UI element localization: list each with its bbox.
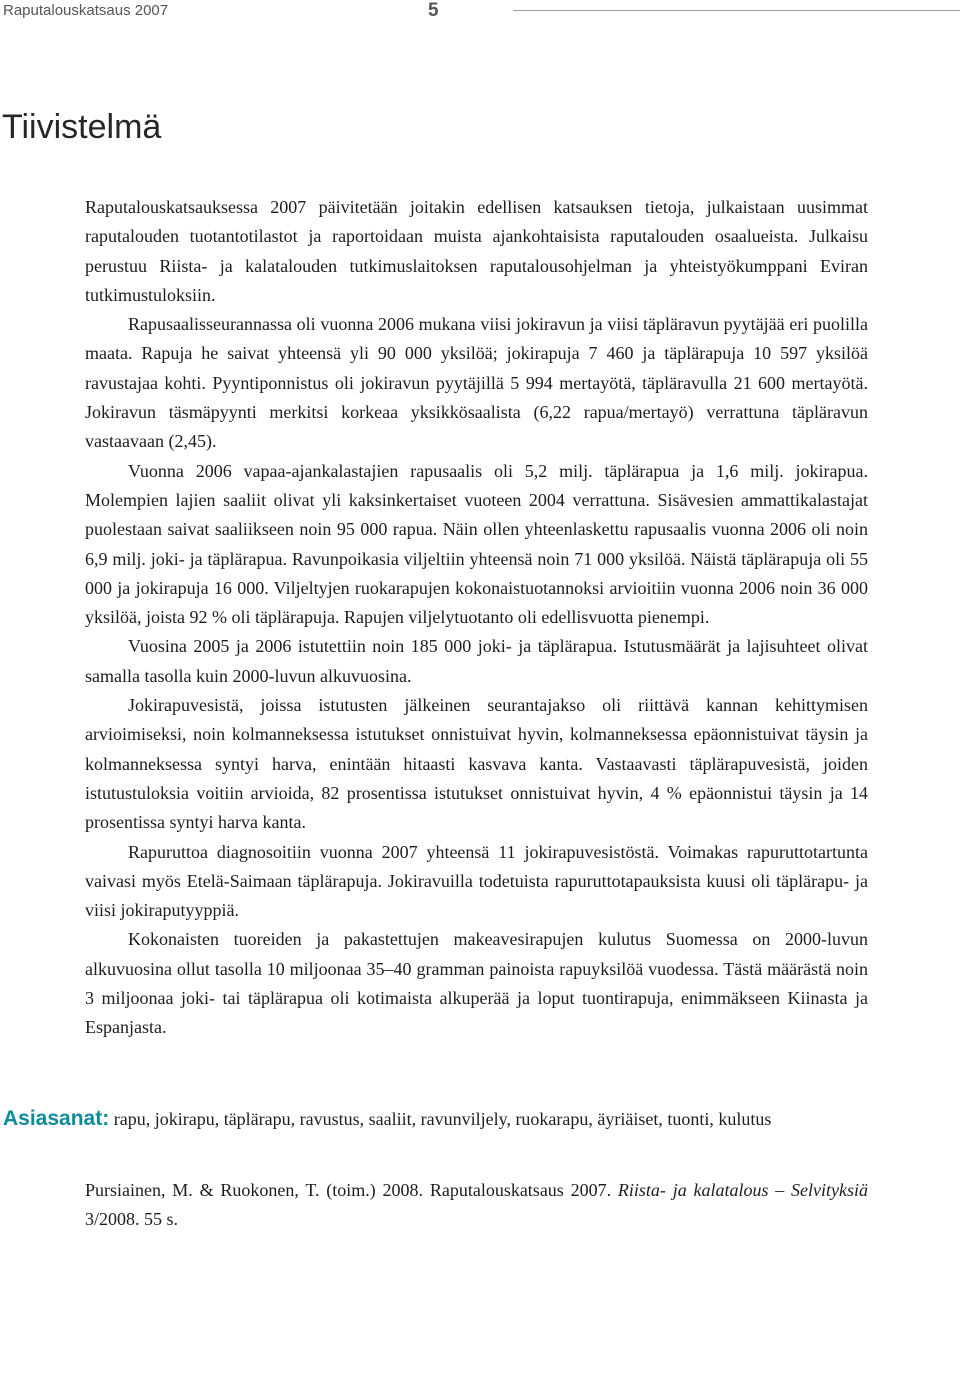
header-rule	[513, 10, 960, 11]
paragraph-6: Rapuruttoa diagnosoitiin vuonna 2007 yhteensä 11 jokirapuvesistöstä. Voimakas rapuruttotartunta vaivasi myös Etelä-Saimaan täplärapuja. Jokiravuilla todetuista rapuruttotapauksista kuusi oli täplärapu- ja viisi jokiraputyyppiä.	[85, 841, 868, 921]
citation-main: Pursiainen, M. & Ruokonen, T. (toim.) 2008. Raputalouskatsaus 2007.	[85, 1180, 612, 1200]
paragraph-1: Raputalouskatsauksessa 2007 päivitetään joitakin edellisen katsauksen tietoja, julkaistaan uusimmat raputalouden tuotantotilastot ja raportoidaan muista ajankohtaisista raputalouden osaalueista. Julkaisu perustuu Riista- ja kalatalouden tutkimuslaitoksen raputalousohjelman ja yhteistyökumppani Eviran tutkimustuloksiin.	[85, 197, 868, 305]
page-number: 5	[428, 0, 439, 21]
paragraph-5: Jokirapuvesistä, joissa istutusten jälkeinen seurantajakso oli riittävä kannan kehittymisen arvioimiseksi, noin kolmanneksessa istutukset onnistuivat hyvin, kolmanneksessa epäonnistuivat täysin ja kolmanneksessa syntyi harva, enintään hitaasti kasvava kanta. Vastaavasti täplärapuvesistä, joiden istutustuloksia voitiin arvioida, 82 prosentissa istutukset onnistuivat hyvin, 4 % epäonnistui täysin ja 14 prosentissa syntyi harva kanta.	[85, 695, 868, 833]
paragraph-2: Rapusaalisseurannassa oli vuonna 2006 mukana viisi jokiravun ja viisi täpläravun pyytäjää eri puolilla maata. Rapuja he saivat yhteensä yli 90 000 yksilöä; jokirapuja 7 460 ja täplärapuja 10 597 yksilöä ravustajaa kohti. Pyyntiponnistus oli jokiravun pyytäjillä 5 994 mertayötä, täpläravulla 21 600 mertayötä. Jokiravun täsmäpyynti merkitsi korkeaa yksikkösaalista (6,22 rapua/mertayö) verrattuna täpläravun vastaavaan (2,45).	[85, 314, 868, 452]
abstract-body	[85, 193, 868, 1043]
keywords-label: Asiasanat:	[3, 1107, 110, 1130]
citation-series: Riista- ja kalatalous – Selvityksiä	[617, 1180, 869, 1200]
keywords-text: rapu, jokirapu, täplärapu, ravustus, saaliit, ravunviljely, ruokarapu, äyriäiset, tuonti, kulutus	[113, 1109, 772, 1129]
citation-number: 3/2008. 55 s.	[85, 1209, 179, 1230]
keywords	[3, 1104, 903, 1134]
page-title: Tiivistelmä	[2, 108, 162, 146]
paragraph-3: Vuonna 2006 vapaa-ajankalastajien rapusaalis oli 5,2 milj. täplärapua ja 1,6 milj. jokirapua. Molempien lajien saaliit olivat yli kaksinkertaiset vuoteen 2004 verrattuna. Sisävesien ammattikalastajat puolestaan saivat saaliikseen noin 95 000 rapua. Näin ollen yhteenlaskettu rapusaalis vuonna 2006 oli noin 6,9 milj. joki- ja täplärapua. Ravunpoikasia viljeltiin yhteensä noin 71 000 yksilöä. Näistä täplärapuja oli 55 000 ja jokirapuja 16 000. Viljeltyjen ruokarapujen kokonaistuotannoksi arvioitiin vuonna 2006 noin 36 000 yksilöä, joista 92 % oli täplärapuja. Rapujen viljelytuotanto oli edellisvuotta pienempi.	[85, 460, 868, 628]
citation	[85, 1176, 868, 1235]
running-title: Raputalouskatsaus 2007	[3, 2, 169, 19]
paragraph-4: Vuosina 2005 ja 2006 istutettiin noin 185 000 joki- ja täplärapua. Istutusmäärät ja lajisuhteet olivat samalla tasolla kuin 2000-luvun alkuvuosina.	[85, 636, 868, 686]
paragraph-7: Kokonaisten tuoreiden ja pakastettujen makeavesirapujen kulutus Suomessa on 2000-luvun alkuvuosina ollut tasolla 10 miljoonaa 35–40 gramman painoista rapuyksilöä vuodessa. Tästä määrästä noin 3 miljoonaa joki- tai täplärapua oli kotimaista alkuperää ja loput tuontirapuja, enimmäkseen Kiinasta ja Espanjasta.	[85, 929, 868, 1038]
page-header	[0, 0, 960, 24]
